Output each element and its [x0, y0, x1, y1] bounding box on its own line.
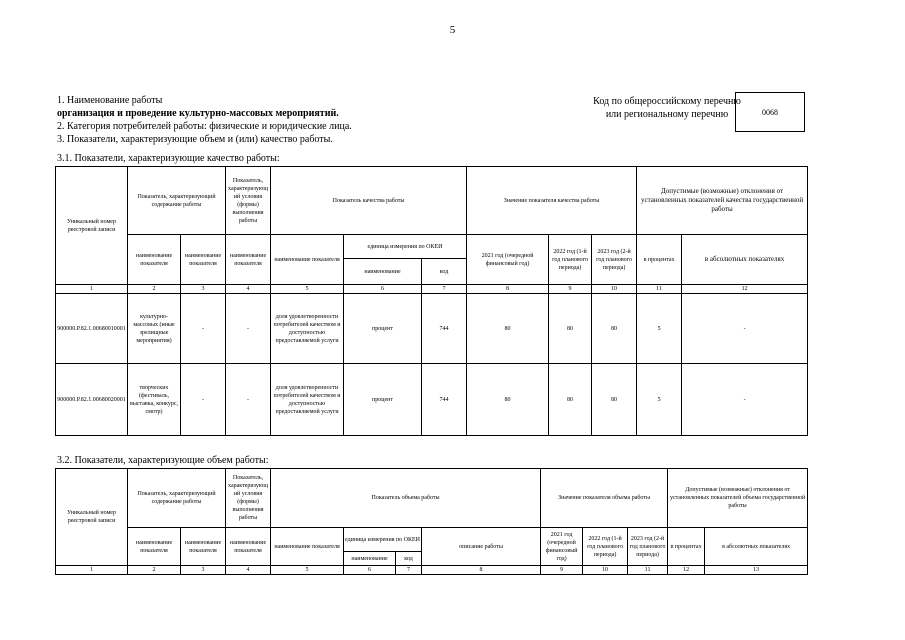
- h-conditions: Показатель, характеризующий условия (формы) выполнения работы: [226, 167, 271, 235]
- cell-unit: процент: [344, 364, 422, 436]
- col-num: 12: [668, 566, 705, 575]
- cell-abs: -: [682, 364, 808, 436]
- h-deviation: Допустимые (возможные) отклонения от установленных показателей объема государственной работы: [668, 469, 808, 528]
- col-num: 13: [705, 566, 808, 575]
- work-name-label: 1. Наименование работы: [57, 95, 163, 106]
- h-pct: в процентах: [637, 235, 682, 285]
- h-content: Показатель, характеризующий содержание работы: [128, 469, 226, 528]
- h-regnum: Уникальный номер реестровой записи: [56, 469, 128, 566]
- cell-abs: -: [682, 294, 808, 364]
- cell-conditions: -: [226, 294, 271, 364]
- code-value: 0068: [762, 107, 778, 117]
- indicators-heading: 3. Показатели, характеризующие объем и (или) качество работы.: [57, 134, 333, 145]
- h-conditions-name: наименование показателя: [226, 528, 271, 566]
- h-okei: единица измерения по ОКЕИ: [344, 235, 467, 259]
- h-content-name-1: наименование показателя: [128, 528, 181, 566]
- col-num: 11: [637, 285, 682, 294]
- h-volume: Показатель объема работы: [271, 469, 541, 528]
- work-name-value: организация и проведение культурно-массовых мероприятий.: [57, 108, 339, 119]
- cell-content: творческих (фестиваль, выставка, конкурс, смотр): [128, 364, 181, 436]
- consumer-category: 2. Категория потребителей работы: физические и юридические лица.: [57, 121, 352, 132]
- h-desc: описание работы: [422, 528, 541, 566]
- cell-y2022: 80: [549, 294, 592, 364]
- cell-content-2: -: [181, 364, 226, 436]
- cell-content-2: -: [181, 294, 226, 364]
- cell-code: 744: [422, 294, 467, 364]
- h-okei-code: код: [422, 259, 467, 285]
- h-okei-name: наименование: [344, 259, 422, 285]
- h-y2021: 2021 год (очередной финансовый год): [541, 528, 583, 566]
- h-quality-name: наименование показателя: [271, 235, 344, 285]
- h-conditions-name: наименование показателя: [226, 235, 271, 285]
- volume-table: [55, 468, 808, 575]
- h-pct: в процентах: [668, 528, 705, 566]
- cell-conditions: -: [226, 364, 271, 436]
- page-number: 5: [449, 24, 456, 36]
- cell-y2022: 80: [549, 364, 592, 436]
- h-okei-code: код: [396, 552, 422, 566]
- h-y2022: 2022 год (1-й год планового периода): [549, 235, 592, 285]
- col-num: 1: [56, 566, 128, 575]
- cell-content: культурно-массовых (иные зрелищные мероприятия): [128, 294, 181, 364]
- col-num: 4: [226, 566, 271, 575]
- col-num: 9: [549, 285, 592, 294]
- h-deviation: Допустимые (возможные) отклонения от установленных показателей качества государственной работы: [637, 167, 808, 235]
- col-num: 3: [181, 285, 226, 294]
- h-content-name-2: наименование показателя: [181, 528, 226, 566]
- col-num: 8: [422, 566, 541, 575]
- col-num: 5: [271, 285, 344, 294]
- col-num: 5: [271, 566, 344, 575]
- table-row: [56, 364, 808, 436]
- code-label: Код по общероссийскому перечню или региональному перечню: [593, 96, 741, 120]
- cell-indicator: доля удовлетворенности потребителей качеством и доступностью предоставляемой услуги: [271, 364, 344, 436]
- col-num: 4: [226, 285, 271, 294]
- col-num: 9: [541, 566, 583, 575]
- h-y2022: 2022 год (1-й год планового периода): [583, 528, 628, 566]
- col-num: 6: [344, 566, 396, 575]
- code-box: [735, 92, 805, 132]
- col-num: 8: [467, 285, 549, 294]
- h-y2021: 2021 год (очередной финансовый год): [467, 235, 549, 285]
- h-y2023: 2023 год (2-й год планового периода): [628, 528, 668, 566]
- col-num: 12: [682, 285, 808, 294]
- col-num: 2: [128, 566, 181, 575]
- h-content: Показатель, характеризующий содержание работы: [128, 167, 226, 235]
- h-y2023: 2023 год (2-й год планового периода): [592, 235, 637, 285]
- h-values: Значение показателя объема работы: [541, 469, 668, 528]
- cell-regnum: 900000.Р.82.1.00680010001: [56, 294, 128, 364]
- table-row: [56, 294, 808, 364]
- quality-table: [55, 166, 808, 436]
- cell-regnum: 900000.Р.82.1.00680020001: [56, 364, 128, 436]
- section-3-1-title: 3.1. Показатели, характеризующие качество работы:: [57, 153, 280, 164]
- col-num: 11: [628, 566, 668, 575]
- cell-code: 744: [422, 364, 467, 436]
- cell-y2023: 80: [592, 294, 637, 364]
- h-values: Значение показателя качества работы: [467, 167, 637, 235]
- cell-unit: процент: [344, 294, 422, 364]
- h-content-name-2: наименование показателя: [181, 235, 226, 285]
- h-content-name-1: наименование показателя: [128, 235, 181, 285]
- h-volume-name: наименование показателя: [271, 528, 344, 566]
- section-3-2-title: 3.2. Показатели, характеризующие объем работы:: [57, 455, 269, 466]
- cell-y2023: 80: [592, 364, 637, 436]
- col-num: 7: [422, 285, 467, 294]
- col-num: 10: [583, 566, 628, 575]
- h-okei-name: наименование: [344, 552, 396, 566]
- cell-pct: 5: [637, 294, 682, 364]
- h-conditions: Показатель, характеризующий условия (формы) выполнения работы: [226, 469, 271, 528]
- col-num: 6: [344, 285, 422, 294]
- col-num: 10: [592, 285, 637, 294]
- col-num: 3: [181, 566, 226, 575]
- cell-y2021: 80: [467, 294, 549, 364]
- col-num: 1: [56, 285, 128, 294]
- h-okei: единица измерения по ОКЕИ: [344, 528, 422, 552]
- cell-y2021: 80: [467, 364, 549, 436]
- cell-indicator: доля удовлетворенности потребителей качеством и доступностью предоставляемой услуги: [271, 294, 344, 364]
- cell-pct: 5: [637, 364, 682, 436]
- h-regnum: Уникальный номер реестровой записи: [56, 167, 128, 285]
- h-quality: Показатель качества работы: [271, 167, 467, 235]
- col-num: 7: [396, 566, 422, 575]
- h-abs: в абсолютных показателях: [705, 528, 808, 566]
- col-num: 2: [128, 285, 181, 294]
- h-abs: в абсолютных показателях: [682, 235, 808, 285]
